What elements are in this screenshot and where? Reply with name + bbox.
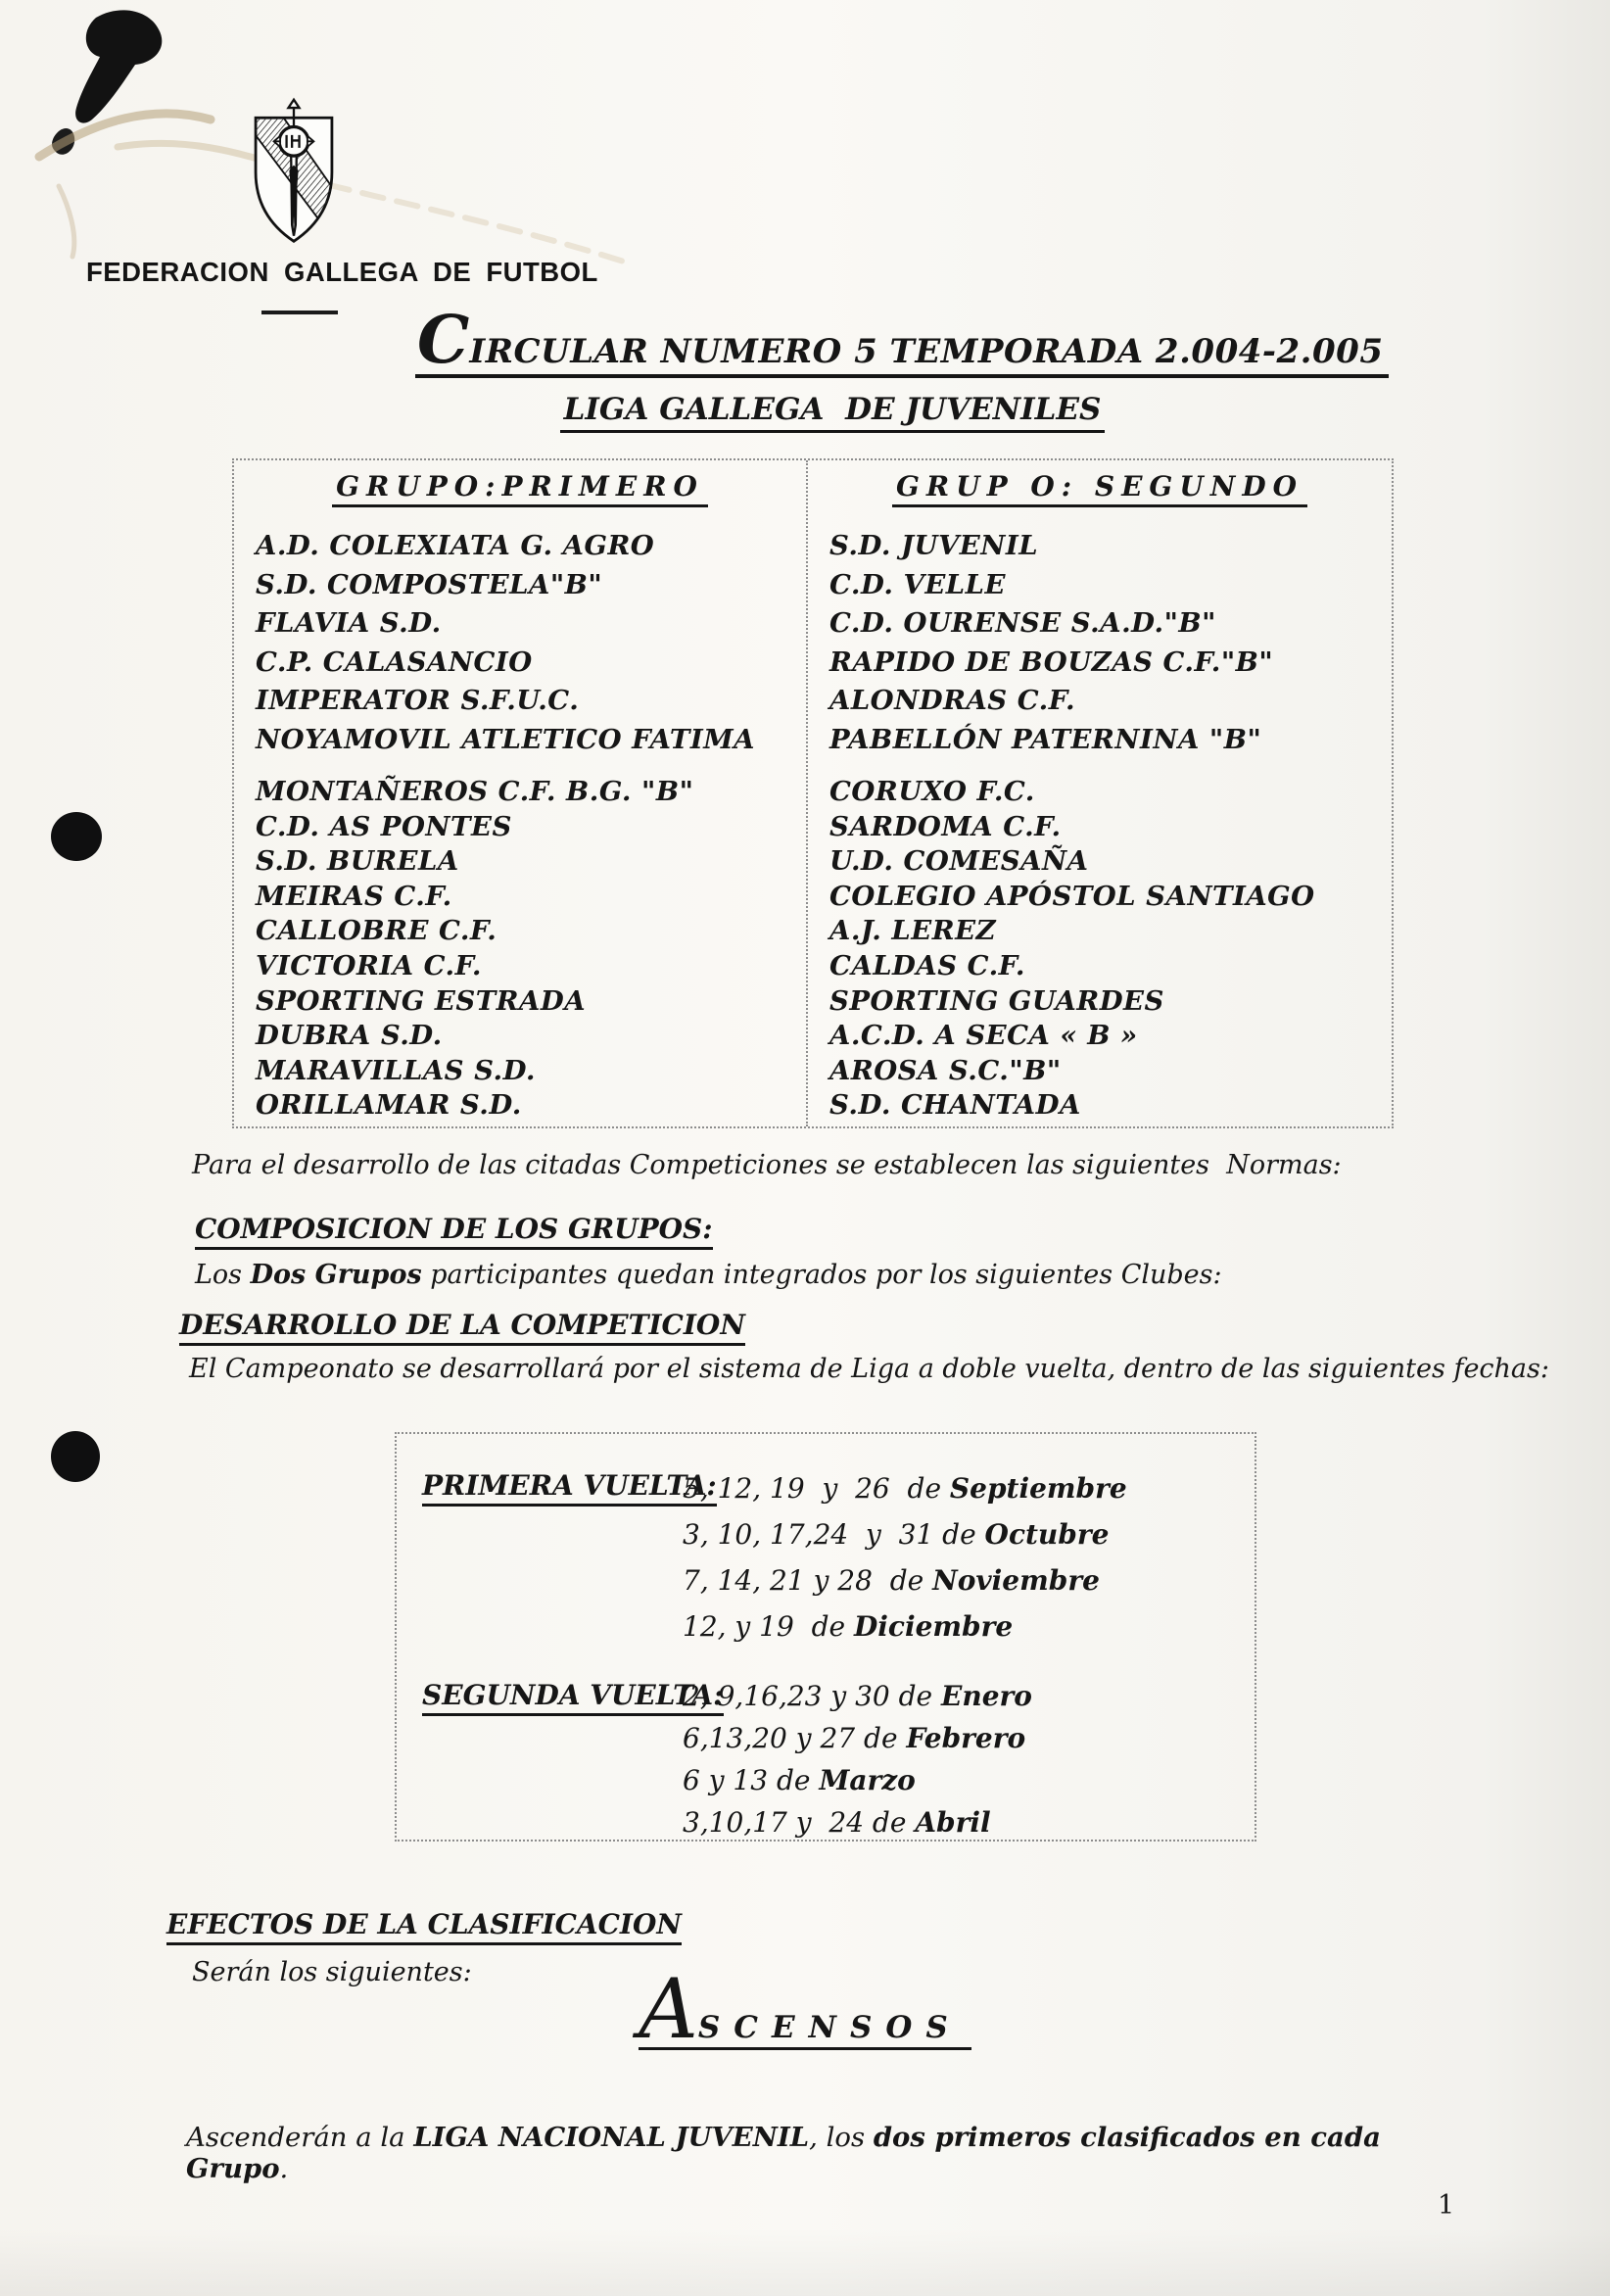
team-name: S.D. BURELA — [256, 845, 459, 878]
calendar-box — [395, 1432, 1256, 1842]
team-name: C.D. VELLE — [829, 568, 1006, 600]
team-name: NOYAMOVIL ATLETICO FATIMA — [256, 723, 756, 755]
date-month: Diciembre — [853, 1610, 1014, 1643]
date-numbers: 3, 10, 17,24 y 31 de — [683, 1518, 985, 1551]
group-primero-header-wrap — [234, 470, 806, 507]
team-name: AROSA S.C."B" — [829, 1054, 1062, 1086]
organization-name: FEDERACION GALLEGA DE FUTBOL — [86, 257, 598, 287]
team-name: MONTAÑEROS C.F. B.G. "B" — [256, 776, 694, 807]
date-month: Noviembre — [932, 1564, 1100, 1597]
team-name: A.D. COLEXIATA G. AGRO — [256, 530, 655, 561]
punch-hole — [51, 1431, 100, 1482]
team-name: CORUXO F.C. — [829, 776, 1035, 807]
seran-text: Serán los siguientes: — [192, 1957, 472, 1987]
date-month: Abril — [915, 1806, 991, 1839]
date-numbers: 6 y 13 de — [683, 1764, 820, 1796]
circular-title-initial: C — [417, 301, 470, 378]
composicion-heading: COMPOSICION DE LOS GRUPOS: — [195, 1213, 713, 1250]
date-numbers: 2, 9,16,23 y 30 de — [683, 1680, 942, 1712]
composicion-text-pre: Los — [195, 1260, 251, 1290]
final-text-pre: Ascenderán a la — [186, 2122, 414, 2153]
group-segundo-header: GRUP O: SEGUNDO — [892, 470, 1307, 507]
team-name: DUBRA S.D. — [256, 1020, 443, 1052]
circular-title — [415, 301, 1389, 378]
final-text-bold1: LIGA NACIONAL JUVENIL — [413, 2122, 810, 2153]
date-line — [683, 1801, 1032, 1843]
date-month: Marzo — [819, 1764, 916, 1796]
date-month: Septiembre — [949, 1472, 1127, 1505]
circular-title-text: IRCULAR NUMERO 5 TEMPORADA 2.004-2.005 — [469, 332, 1384, 371]
date-numbers: 5, 12, 19 y 26 de — [683, 1472, 950, 1505]
segunda-vuelta-label: SEGUNDA VUELTA: — [422, 1679, 724, 1716]
group-segundo-teams-top — [808, 527, 1392, 759]
date-month: Enero — [941, 1680, 1032, 1712]
subtitle-wrap — [411, 392, 1254, 433]
team-name: RAPIDO DE BOUZAS C.F."B" — [829, 646, 1274, 678]
date-numbers: 6,13,20 y 27 de — [683, 1722, 907, 1754]
letterhead-rule — [261, 311, 338, 314]
date-line — [683, 1511, 1127, 1557]
team-name: S.D. COMPOSTELA"B" — [256, 568, 603, 600]
date-month: Febrero — [906, 1722, 1026, 1754]
date-line — [683, 1675, 1032, 1717]
primera-vuelta-label: PRIMERA VUELTA: — [422, 1469, 717, 1507]
composicion-text-post: participantes quedan integrados por los siguientes Clubes: — [421, 1260, 1222, 1290]
punch-hole — [51, 812, 102, 861]
date-numbers: 3,10,17 y 24 de — [683, 1806, 916, 1839]
team-name: FLAVIA S.D. — [256, 607, 442, 639]
primera-vuelta-dates — [683, 1465, 1127, 1650]
team-name: SPORTING ESTRADA — [256, 984, 587, 1017]
group-primero-teams-top — [234, 527, 806, 759]
final-text-bold2: dos primeros clasificados en cada Grupo — [186, 2122, 1391, 2184]
team-name: U.D. COMESAÑA — [829, 845, 1089, 878]
team-name: S.D. JUVENIL — [829, 530, 1039, 561]
team-name: C.D. AS PONTES — [256, 810, 512, 842]
date-line — [683, 1603, 1127, 1650]
segunda-vuelta-dates — [683, 1675, 1032, 1843]
group-segundo-teams-bottom — [808, 775, 1392, 1124]
team-name: C.D. OURENSE S.A.D."B" — [829, 607, 1216, 639]
team-name: VICTORIA C.F. — [256, 949, 482, 981]
ascensos-rest: SCENSOS — [697, 2010, 962, 2045]
federation-crest-logo — [245, 96, 343, 245]
team-name: MEIRAS C.F. — [256, 880, 452, 912]
group-primero-teams-bottom — [234, 775, 806, 1124]
final-text-mid: , los — [809, 2122, 874, 2153]
ascensos-initial: A — [639, 1961, 698, 2057]
team-name: SARDOMA C.F. — [829, 810, 1062, 842]
team-name: PABELLÓN PATERNINA "B" — [829, 723, 1262, 755]
team-name: COLEGIO APÓSTOL SANTIAGO — [829, 880, 1315, 912]
team-name: MARAVILLAS S.D. — [256, 1054, 537, 1086]
group-primero-cell — [234, 460, 808, 1126]
team-name: C.P. CALASANCIO — [256, 646, 533, 678]
final-text-end: . — [279, 2153, 289, 2184]
team-name: SPORTING GUARDES — [829, 984, 1164, 1017]
final-paragraph — [186, 2122, 1489, 2184]
date-line — [683, 1717, 1032, 1759]
date-numbers: 12, y 19 de — [683, 1610, 854, 1643]
date-month: Octubre — [984, 1518, 1110, 1551]
date-line — [683, 1465, 1127, 1511]
ascensos-title — [639, 1961, 971, 2057]
team-name: S.D. CHANTADA — [829, 1089, 1081, 1122]
efectos-heading-wrap — [166, 1908, 682, 1940]
team-name: CALDAS C.F. — [829, 949, 1025, 981]
efectos-heading: EFECTOS DE LA CLASIFICACION — [166, 1908, 682, 1945]
team-name: ORILLAMAR S.D. — [256, 1089, 522, 1122]
team-name: CALLOBRE C.F. — [256, 915, 497, 947]
group-primero-header: GRUPO:PRIMERO — [332, 470, 708, 507]
desarrollo-heading: DESARROLLO DE LA COMPETICION — [179, 1309, 745, 1346]
league-subtitle: LIGA GALLEGA DE JUVENILES — [560, 392, 1106, 433]
desarrollo-paragraph: El Campeonato se desarrollará por el sistema de Liga a doble vuelta, dentro de las siguientes fechas: — [189, 1354, 1549, 1384]
team-name: A.C.D. A SECA « B » — [829, 1020, 1138, 1052]
intro-paragraph: Para el desarrollo de las citadas Competiciones se establecen las siguientes Normas: — [192, 1150, 1342, 1180]
group-segundo-header-wrap — [808, 470, 1392, 507]
composicion-text-bold: Dos Grupos — [250, 1260, 422, 1290]
date-numbers: 7, 14, 21 y 28 de — [683, 1564, 933, 1597]
date-line — [683, 1759, 1032, 1801]
group-segundo-cell — [808, 460, 1392, 1126]
team-name: A.J. LEREZ — [829, 915, 997, 947]
date-line — [683, 1557, 1127, 1603]
team-name: ALONDRAS C.F. — [829, 685, 1076, 716]
page-number: 1 — [1438, 2190, 1455, 2221]
composicion-paragraph — [195, 1260, 1222, 1290]
desarrollo-heading-wrap — [179, 1309, 745, 1341]
team-name: IMPERATOR S.F.U.C. — [256, 685, 580, 716]
composicion-heading-wrap — [195, 1213, 713, 1245]
groups-table — [232, 458, 1394, 1128]
